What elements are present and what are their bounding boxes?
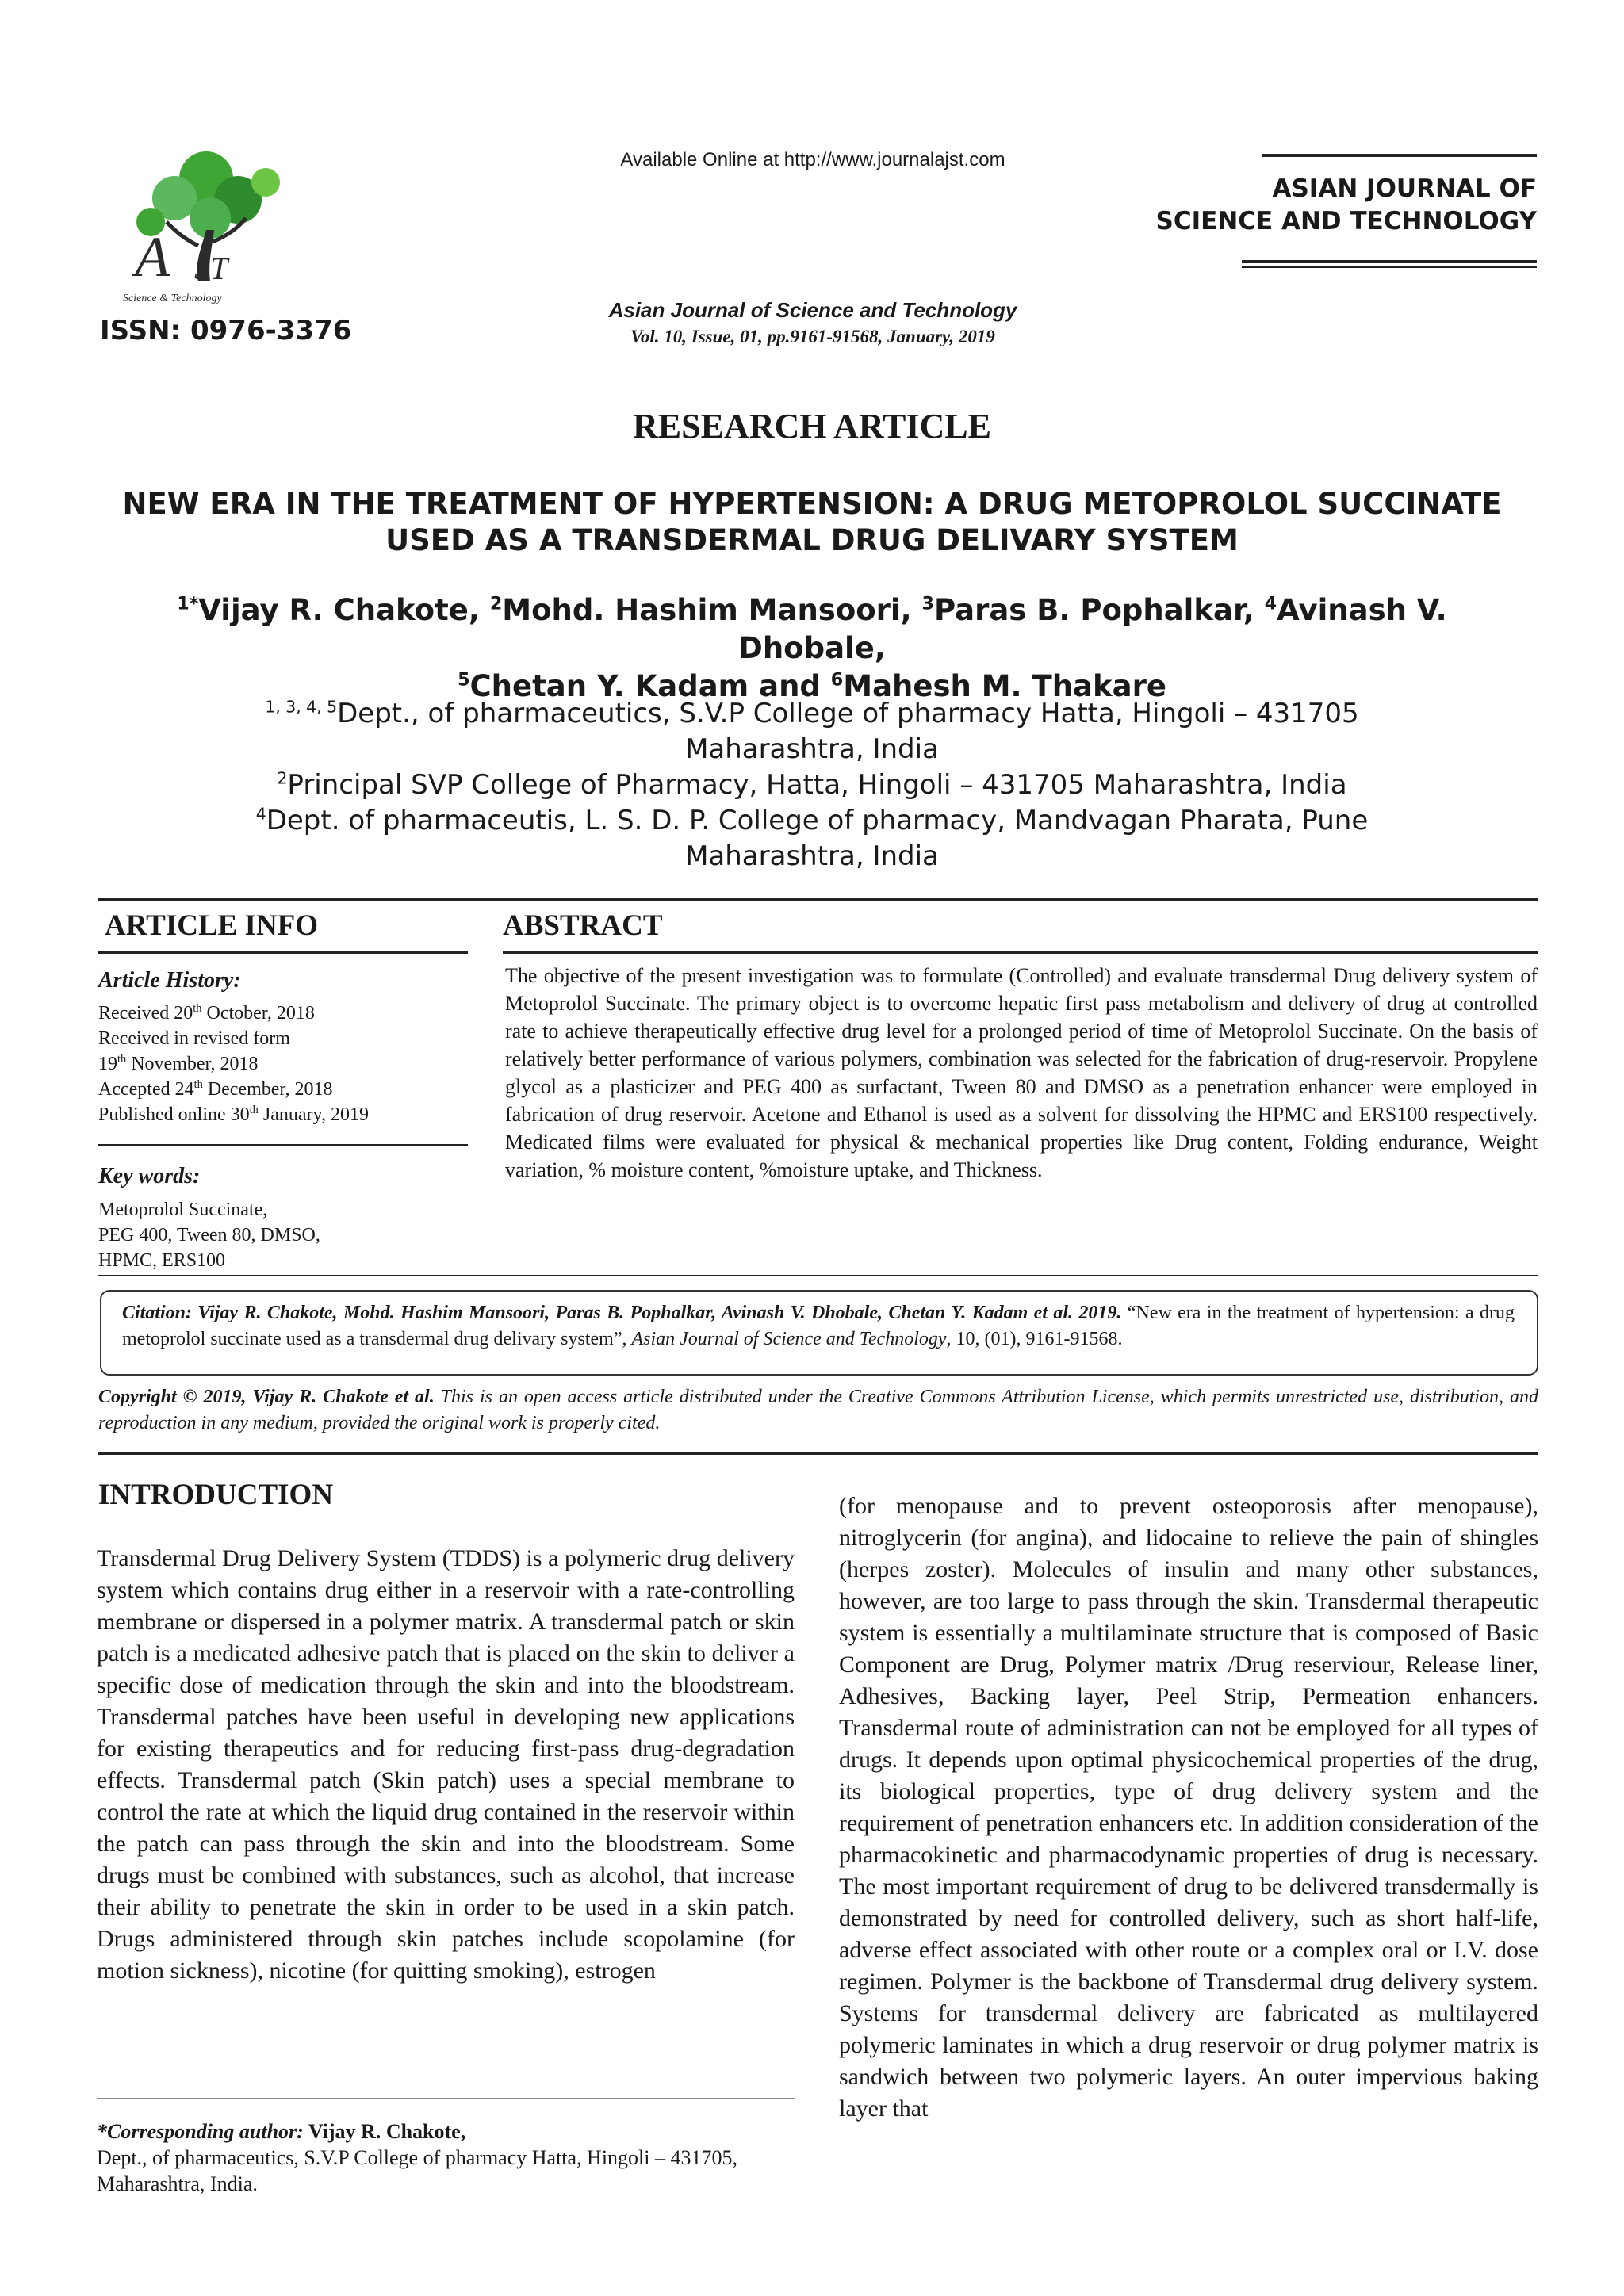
- introduction-right-column: (for menopause and to prevent osteoporosis after menopause), nitroglycerin (for angina), and lidocaine to relieve the pain of shingles (herpes zoster). Molecules of insulin and many other substances, however, are too large to pass through the skin. Transdermal therapeutic system is essentially a multilaminate structure that is composed of Basic Component are Drug, Polymer matrix /Drug reserviour, Release liner, Adhesives, Backing layer, Peel Strip, Permeation enhancers. Transdermal route of administration can not be employed for all types of drugs. It depends upon optimal physicochemical properties of the drug, its biological properties, type of drug delivery system and the requirement of penetration enhancers etc. In addition consideration of the pharmacokinetic and pharmacodynamic properties of drug is necessary. The most important requirement of drug to be delivered transdermally is demonstrated by need for controlled delivery, such as short half-life, adverse effect associated with other route or a complex oral or I.V. dose regimen. Polymer is the backbone of Transdermal drug delivery system. Systems for transdermal delivery are fabricated as multilayered polymeric laminates in which a drug reservoir or drug polymer matrix is sandwich between two polymeric layers. An outer impervious baking layer that: [839, 1493, 1538, 2122]
- keywords: [98, 1197, 463, 1273]
- author-sup: 6: [830, 669, 844, 691]
- author-list: [111, 591, 1513, 706]
- article-type: RESEARCH ARTICLE: [632, 407, 991, 446]
- history-revised-date: 19th November, 2018: [98, 1053, 259, 1074]
- author-sup: 1*: [177, 593, 199, 614]
- affiliation-text: Dept., of pharmaceutics, S.V.P College of pharmacy Hatta, Hingoli – 431705: [337, 698, 1359, 729]
- abstract-heading: ABSTRACT: [503, 909, 663, 942]
- svg-text:A: A: [135, 225, 170, 289]
- author-name: Avinash V. Dhobale,: [738, 593, 1447, 665]
- copyright-text: This is an open access article distributed under the Creative Commons Attribution License, which permits unrestricted use, distribution, and reproduction in any medium, provided the original work is properly cited.: [98, 1387, 1538, 1433]
- affiliations: [159, 696, 1465, 874]
- journal-name-line2: SCIENCE AND TECHNOLOGY: [1155, 207, 1537, 235]
- history-accepted: Accepted 24th December, 2018: [98, 1078, 333, 1100]
- affiliation-1-cont: Maharashtra, India: [685, 733, 939, 765]
- section-bottom-rule: [98, 1275, 1538, 1276]
- corresponding-author: [97, 2118, 795, 2197]
- author-name: Vijay R. Chakote,: [198, 593, 490, 627]
- article-info-heading: ARTICLE INFO: [105, 909, 319, 942]
- affiliation-text: Dept. of pharmaceutis, L. S. D. P. College of pharmacy, Mandvagan Pharata, Pune: [266, 805, 1369, 836]
- article-history: [98, 1001, 463, 1127]
- citation: [122, 1300, 1515, 1353]
- paper-title: NEW ERA IN THE TREATMENT OF HYPERTENSION: A DRUG METOPROLOL SUCCINATE USED AS A TRANSDERMAL DRUG DELIVARY SYSTEM: [122, 487, 1502, 557]
- affiliation-3-cont: Maharashtra, India: [685, 840, 939, 872]
- affiliation-3: [159, 803, 1465, 839]
- keyword-line: HPMC, ERS100: [98, 1250, 226, 1271]
- journal-subtitle: Asian Journal of Science and Technology: [608, 298, 1017, 322]
- volume-info: Vol. 10, Issue, 01, pp.9161-91568, January, 2019: [630, 327, 995, 346]
- footnote-rule: [97, 2098, 795, 2099]
- journal-name: [1150, 173, 1537, 238]
- journal-name-bottom-rule-2: [1242, 266, 1537, 268]
- author-name: Mohd. Hashim Mansoori,: [502, 593, 922, 627]
- history-revised: Received in revised form: [98, 1028, 290, 1049]
- copyright: [98, 1384, 1538, 1437]
- affiliation-text: Principal SVP College of Pharmacy, Hatta, Hingoli – 431705 Maharashtra, India: [287, 769, 1347, 801]
- author-sup: 3: [921, 593, 934, 614]
- issn: ISSN: 0976-3376: [100, 315, 352, 346]
- history-received: Received 20th October, 2018: [98, 1002, 315, 1024]
- author-name: Mahesh M. Thakare: [843, 669, 1166, 703]
- affiliation-sup: 4: [255, 804, 266, 824]
- svg-text:ST: ST: [194, 251, 228, 286]
- author-sup: 5: [458, 669, 470, 691]
- citation-quote: “New era in the treatment of hypertension: a drug metoprolol succinate used as a transdermal drug delivary system”,: [122, 1303, 1515, 1349]
- introduction-left-column: Transdermal Drug Delivery System (TDDS) is a polymeric drug delivery system which contains drug either in a reservoir with a rate-controlling membrane or dispersed in a polymer matrix. A transdermal patch or skin patch is a medicated adhesive patch that is placed on the skin to deliver a specific dose of medication through the skin and into the bloodstream. Transdermal patches have been useful in developing new applications for existing therapeutics and for reducing first-pass drug-degradation effects. Transdermal patch (Skin patch) uses a special membrane to control the rate at which the liquid drug contained in the reservoir within the patch can pass through the skin and into the bloodstream. Some drugs must be combined with substances, such as alcohol, that increase their ability to penetrate the skin in order to be used in a skin patch. Drugs administered through skin patches include scopolamine (for motion sickness), nicotine (for quitting smoking), estrogen: [97, 1545, 795, 1984]
- corresponding-name: Vijay R. Chakote,: [303, 2120, 466, 2143]
- author-name: Paras B. Pophalkar,: [934, 593, 1265, 627]
- available-online-link[interactable]: Available Online at http://www.journalajst.com: [620, 149, 1005, 170]
- article-info-divider: [98, 1144, 468, 1146]
- keyword-line: PEG 400, Tween 80, DMSO,: [98, 1225, 320, 1246]
- journal-name-bottom-rule-1: [1242, 260, 1537, 263]
- article-info-heading-rule: [98, 951, 468, 954]
- affiliation-sup: 2: [277, 768, 288, 788]
- citation-journal: Asian Journal of Science and Technology: [631, 1329, 947, 1349]
- svg-text:Science & Technology: Science & Technology: [123, 293, 222, 304]
- author-sup: 4: [1264, 593, 1277, 614]
- history-published: Published online 30th January, 2019: [98, 1104, 369, 1125]
- journal-logo: [119, 143, 301, 313]
- author-sup: 2: [489, 593, 503, 614]
- copyright-label: Copyright © 2019, Vijay R. Chakote et al.: [98, 1387, 435, 1407]
- keyword-line: Metoprolol Succinate,: [98, 1200, 268, 1220]
- affiliation-sup: 1, 3, 4, 5: [265, 697, 338, 717]
- section-top-rule: [98, 898, 1538, 901]
- abstract-text: The objective of the present investigation was to formulate (Controlled) and evaluate transdermal Drug delivery system of Metoprolol Succinate. The primary object is to overcome hepatic first pass metabolism and delivery of drug at controlled rate to achieve therapeutically effective drug level for a prolonged period of time of Metoprolol Succinate. On the basis of relatively better performance of various polymers, combination was selected for the fabrication of drug-reservoir. Propylene glycol as a plasticizer and PEG 400 as surfactant, Tween 80 and DMSO as a penetration enhancer were employed in fabrication of drug reservoir. Acetone and Ethanol is used as a solvent for dissolving the HPMC and ERS100 respectively. Medicated films were evaluated for physical & mechanical properties like Drug content, Folding endurance, Weight variation, % moisture content, %moisture uptake, and Thickness.: [505, 964, 1538, 1181]
- article-history-heading: Article History:: [98, 968, 241, 993]
- author-name: Chetan Y. Kadam and: [469, 669, 831, 703]
- journal-name-line1: ASIAN JOURNAL OF: [1272, 174, 1537, 203]
- affiliation-2: [159, 767, 1465, 803]
- corresponding-author-line: [97, 2118, 795, 2145]
- citation-label: Citation: Vijay R. Chakote, Mohd. Hashim Mansoori, Paras B. Pophalkar, Avinash V. Dhobale, Chetan Y. Kadam et al. 2019.: [122, 1303, 1122, 1323]
- affiliation-1: [159, 696, 1465, 732]
- keywords-heading: Key words:: [98, 1164, 201, 1188]
- corresponding-address: Dept., of pharmaceutics, S.V.P College of pharmacy Hatta, Hingoli – 431705, Maharashtra, India.: [97, 2146, 738, 2195]
- corresponding-label: *Corresponding author:: [97, 2120, 304, 2143]
- citation-tail: , 10, (01), 9161-91568.: [946, 1329, 1123, 1349]
- abstract-heading-rule: [503, 951, 1538, 954]
- introduction-heading: INTRODUCTION: [98, 1479, 334, 1511]
- journal-name-top-rule: [1262, 154, 1537, 157]
- copyright-rule: [98, 1452, 1538, 1455]
